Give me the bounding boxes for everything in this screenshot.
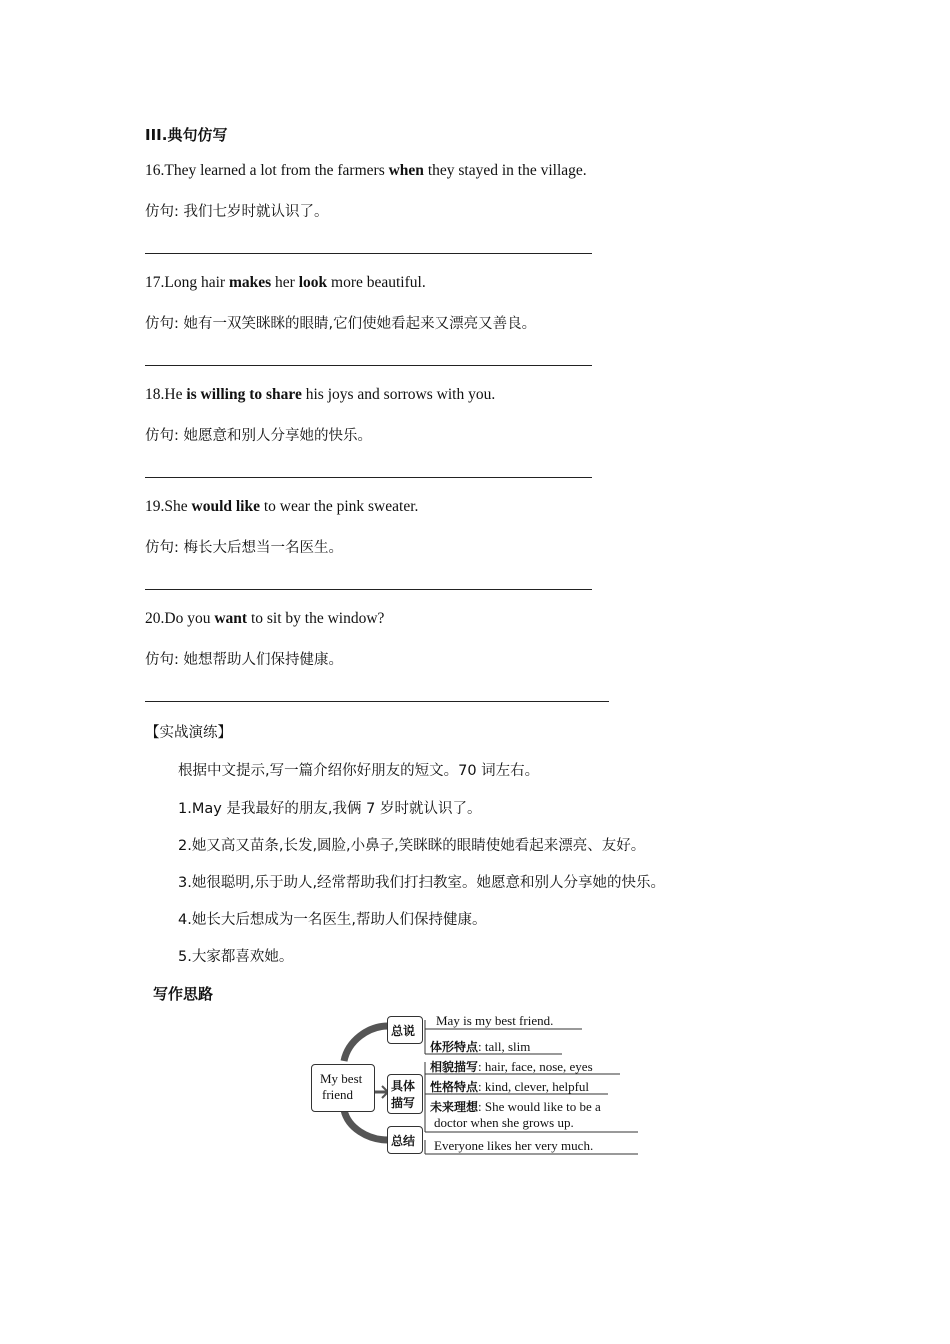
example-sentence: 20.Do you want to sit by the window? [145,610,385,627]
general-text: May is my best friend. [436,1013,554,1028]
practice-intro: 根据中文提示,写一篇介绍你好朋友的短文。70 词左右。 [178,763,540,779]
answer-line[interactable] [145,253,592,254]
practice-point: 4.她长大后想成为一名医生,帮助人们保持健康。 [178,912,487,928]
answer-line[interactable] [145,589,592,590]
practice-title: 【实战演练】 [145,725,232,741]
future-text: 未来理想: She would like to be a [430,1099,601,1114]
example-sentence: 19.She would like to wear the pink sweater. [145,498,419,515]
summary-node: 总结 [387,1126,423,1154]
answer-line[interactable] [145,701,609,702]
future-text-cont: doctor when she grows up. [434,1115,574,1130]
center-node: My best friend [311,1064,375,1112]
writing-idea-title: 写作思路 [153,985,214,1003]
section-title: III.典句仿写 [145,126,228,144]
mind-map [308,1006,648,1166]
imitate-prompt: 仿句: 她愿意和别人分享她的快乐。 [145,428,372,444]
looks-text: 相貌描写: hair, face, nose, eyes [430,1059,593,1074]
answer-line[interactable] [145,477,592,478]
character-text: 性格特点: kind, clever, helpful [430,1079,590,1094]
imitate-prompt: 仿句: 她想帮助人们保持健康。 [145,652,343,668]
practice-point: 5.大家都喜欢她。 [178,949,294,965]
imitate-prompt: 仿句: 梅长大后想当一名医生。 [145,540,343,556]
practice-point: 3.她很聪明,乐于助人,经常帮助我们打扫教室。她愿意和别人分享她的快乐。 [178,875,666,891]
summary-text: Everyone likes her very much. [434,1138,594,1153]
example-sentence: 17.Long hair makes her look more beautiful. [145,274,426,291]
practice-point: 2.她又高又苗条,长发,圆脸,小鼻子,笑眯眯的眼睛使她看起来漂亮、友好。 [178,838,646,854]
imitate-prompt: 仿句: 我们七岁时就认识了。 [145,204,329,220]
example-sentence: 18.He is willing to share his joys and sorrows with you. [145,386,496,403]
answer-line[interactable] [145,365,592,366]
shape-text: 体形特点: tall, slim [430,1039,531,1054]
general-node: 总说 [387,1016,423,1044]
example-sentence: 16.They learned a lot from the farmers when they stayed in the village. [145,162,587,179]
specific-node: 具体 描写 [387,1074,423,1114]
practice-point: 1.May 是我最好的朋友,我俩 7 岁时就认识了。 [178,801,482,817]
imitate-prompt: 仿句: 她有一双笑眯眯的眼睛,它们使她看起来又漂亮又善良。 [145,316,537,332]
